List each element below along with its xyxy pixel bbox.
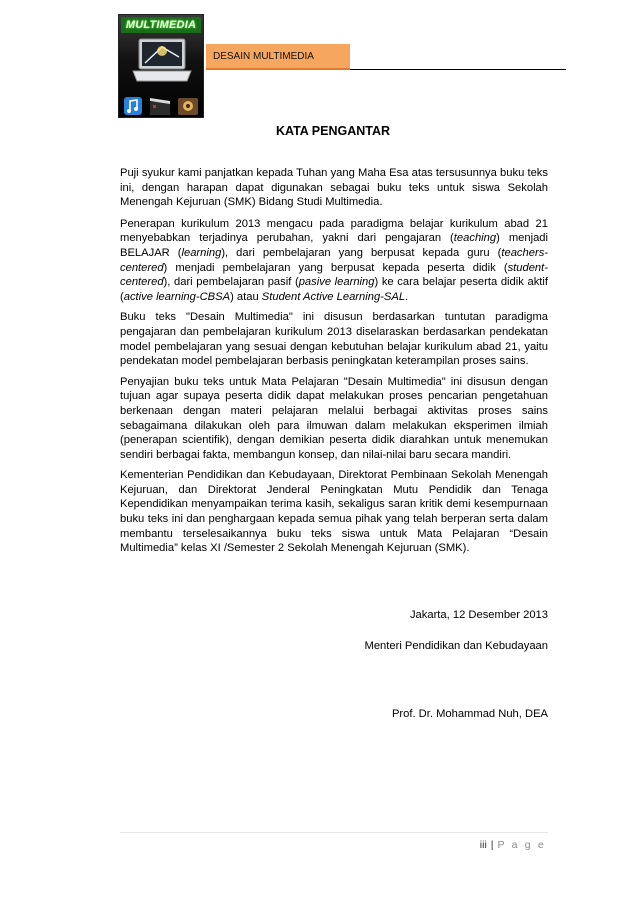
p2-text: Penerapan kurikulum 2013 mengacu pada paradigma belajar kurikulum abad 21 menyebabkan terjadinya perubahan, yakni dari pengajaran (: [120, 217, 548, 245]
laptop-icon: [131, 37, 193, 87]
signature-role: Menteri Pendidikan dan Kebudayaan: [364, 640, 548, 652]
p2-text: ), dari pembelajaran yang berpusat kepada guru (: [221, 246, 502, 259]
p2-term-pasive-learning: pasive learning: [298, 276, 375, 289]
p2-text: ) menjadi BELAJAR (: [120, 232, 548, 259]
page-number: iii: [479, 839, 487, 851]
header-rule: [350, 69, 566, 70]
media-icons: [122, 95, 202, 117]
photo-icon: [178, 98, 198, 115]
p2-term-teaching: teaching: [453, 232, 497, 245]
p2-term-learning: learning: [181, 246, 222, 259]
p2-text: ) ke cara belajar peserta didik aktif (: [120, 276, 548, 303]
paragraph-4: Penyajian buku teks untuk Mata Pelajaran "Desain Multimedia" ini disusun dengan tujuan agar supaya peserta didik dapat melakukan proses pencarian pengetahuan berkenaan dengan materi pelajaran melalui berbagai aktivitas proses sains sebagaimana dilakukan oleh para ilmuwan dalam melakukan eksperimen ilmiah (penerapan scientifik), dengan demikian peserta didik diarahkan untuk menemukan sendiri berbagai fakta, membangun konsep, dan nilai-nilai baru secara mandiri.: [120, 375, 548, 461]
signature-name: Prof. Dr. Mohammad Nuh, DEA: [391, 708, 548, 720]
p2-text: ) menjadi pembelajaran yang berpusat kepada peserta didik (: [163, 261, 508, 274]
p2-term-student-centered: student-centered: [120, 261, 548, 289]
header-tab-label: DESAIN MULTIMEDIA: [213, 51, 314, 62]
p2-term-active-learning: active learning-CBSA: [123, 290, 231, 303]
music-note-icon: [124, 97, 142, 115]
paragraph-5: Kementerian Pendidikan dan Kebudayaan, Direktorat Pembinaan Sekolah Menengah Kejuruan, dan Direktorat Jenderal Peningkatan Mutu Pendidik dan Tenaga Kependidikan menyampaikan terima kasih, sekaligus saran kritik demi kesempurnaan buku teks ini dan penghargaan kepada semua pihak yang telah berperan serta dalam membantu terselesaikannya buku teks siswa untuk Mata Pelajaran “Desain Multimedia” kelas XI /Semester 2 Sekolah Menengah Kejuruan (SMK).: [120, 469, 548, 555]
p2-text: ), dari pembelajaran pasif (: [163, 276, 299, 289]
logo-title: MULTIMEDIA: [121, 17, 201, 33]
p2-term-teachers-centered: teachers-centered: [120, 246, 549, 274]
header-tab: [206, 44, 350, 70]
page-label: P a g e: [497, 839, 546, 851]
p2-term-sal: Student Active Learning-SAL: [261, 290, 406, 303]
paragraph-3: Buku teks "Desain Multimedia" ini disusun berdasarkan tuntutan paradigma pengajaran dan pembelajaran kurikulum 2013 diselaraskan berdasarkan pendekatan model pembelajaran yang sesuai dengan kebutuhan belajar kurikulum abad 21, yaitu pendekatan model pembelajaran berbasis peningkatan keterampilan proses sains.: [120, 311, 548, 368]
p2-text: .: [405, 290, 409, 303]
body-text: [120, 166, 548, 562]
multimedia-logo: [118, 14, 204, 118]
signature-date: Jakarta, 12 Desember 2013: [409, 609, 548, 621]
paragraph-2: [120, 217, 548, 305]
film-clapper-icon: [150, 98, 170, 115]
p2-text: ) atau: [230, 290, 262, 303]
page-title: KATA PENGANTAR: [275, 124, 391, 138]
footer-separator: |: [490, 839, 494, 851]
footer-rule: [120, 832, 548, 833]
page-footer: [480, 839, 546, 851]
paragraph-1: Puji syukur kami panjatkan kepada Tuhan yang Maha Esa atas tersusunnya buku teks ini, dengan harapan dapat digunakan sebagai buku teks untuk siswa Sekolah Menengah Kejuruan (SMK) Bidang Studi Multimedia.: [120, 167, 548, 209]
